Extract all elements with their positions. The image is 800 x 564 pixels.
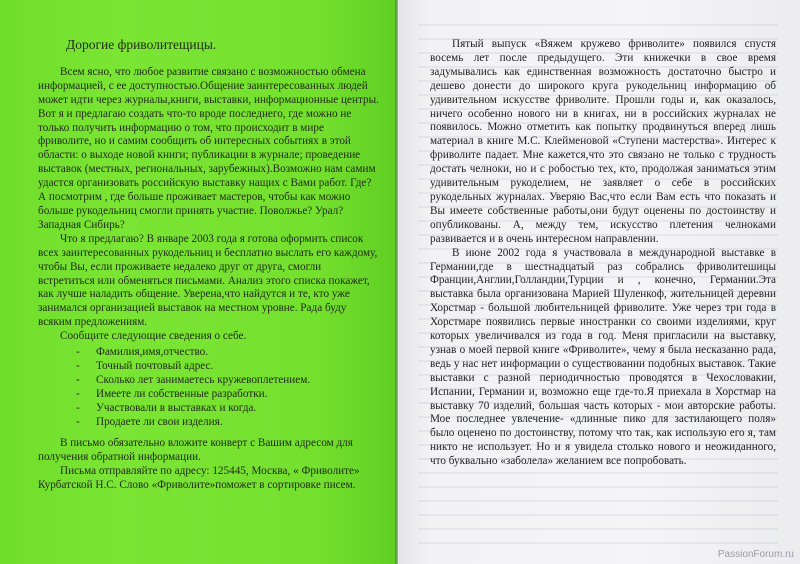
list-item: - Сколько лет занимаетесь кружевоплетением.	[76, 374, 380, 388]
envelope-note: В письмо обязательно вложите конверт с Вашим адресом для получения обратной информации.	[38, 437, 353, 464]
list-item: - Продаете ли свои изделия.	[76, 416, 380, 430]
info-list	[38, 346, 380, 429]
intro-paragraph: Всем ясно, что любое развитие связано с возможностью обмена информацией, с ее доступностью.Общение заинтересованных людей может идти через журналы,книги, выставки, информационные центры. Вот я и предлагаю создать что-то вроде последнего, где можно не только получить информацию о том, что происходит в мире фриволите, но и самим сообщить об интересных событиях в этой области: о выходе новой книги; публикации в журнале; проведение выставок (местных, региональных, зарубежных).Возможно нам самим удастся организовать российскую выставку нащих с Вами работ. Где? А посмотрим , где больше проживает мастеров, чтобы как можно больше рукодельниц смогли принять участие. Поволжье? Урал? Западная Сибирь?	[38, 65, 379, 231]
list-item: - Точный почтовый адрес.	[76, 360, 380, 374]
list-item: - Участвовали в выставках и когда.	[76, 402, 380, 416]
left-page-text	[38, 38, 380, 493]
list-item: - Фамилия,имя,отчество.	[76, 346, 380, 360]
right-paragraph-1: Пятый выпуск «Вяжем кружево фриволите» появился спустя восемь лет после предыдущего. Эти книжечки в свое время задумывались как единственная возможность достаточно быстро и дешево донести до широкого круга рукодельниц информацию об удивительном искусстве фриволите. Прошли годы и, как оказалось, ничего особенно нового ни в книгах, ни в российских журналах не появилось. Можно отметить как попытку продвинуться вперед лишь материал в книге М.С. Клейменовой «Ступени мастерства». Интерес к фриволите падает. Мне кажется,что это связано не только с трудность достать челноки, но и с робостью тех, кто, продолжая заниматься этим удивительным рукоделием, не заявляет о себе в российских рукодельных журналах. Уверяю Вас,что если Вам есть что показать и Вы имеете собственные работы,они будут оценены по достоинству и опубликованы. А, между тем, искусство плетения челноками развивается и в очень интересном направлении.	[430, 38, 776, 245]
mail-address: Письма отправляйте по адресу: 125445, Москва, « Фриволите» Курбатской Н.С. Слово «Фриволите»поможет в сортировке писем.	[38, 465, 360, 492]
proposal-paragraph: Что я предлагаю? В январе 2003 года я готова оформить список всех заинтересованных рукодельниц и бесплатно выслать его каждому, чтобы Вы, если проживаете недалеко друг от друга, смогли встретиться или обменяться письмами. Анализ этого списка покажет, как лучше наладить общение. Уверена,что найдутся и те, кто уже занимался организацией выставок на местном уровне. Рада буду всяким предложениям.	[38, 232, 378, 329]
site-watermark: PassionForum.ru	[717, 549, 794, 560]
list-intro: Сообщите следующие сведения о себе.	[60, 330, 247, 343]
page-title: Дорогие фриволитещицы.	[66, 37, 217, 52]
left-page	[0, 0, 398, 564]
right-page-text	[430, 38, 776, 469]
list-item: - Имеете ли собственные разработки.	[76, 388, 380, 402]
right-paragraph-2: В июне 2002 года я участвовала в международной выставке в Германии,где в шестнадцатый раз собрались фриволитешицы Франции,Англии,Голландии,Турции и , конечно, Германии.Эта выставка была организована Марией Шуленкоф, жительницей деревни Хорстмар - большой любительницей фриволите. Уже через три года в Хорстмаре появились первые иностранки со своими изделиями, круг которых увеличивался из года в год. Меня пригласили на выставку, узнав о моей первой книге «Фриволите», чему я была несказанно рада, ведь у нас нет информации о существовании подобных выставок. Такие выставки с разной периодичностью проводятся в Чехословакии, Испании, Германии и, возможно еще где-то.Я приехала в Хорстмар на выставку 70 изделий, большая часть которых - мои авторские работы. Мое последнее увлечение- «длинные пико для застилающего поля» было оценено по достоинству, потому что так, как использую его я, там никто не использует. Но и я увидела столько нового и неожиданного, что буквально «заболела» желанием все попробовать.	[430, 246, 776, 468]
